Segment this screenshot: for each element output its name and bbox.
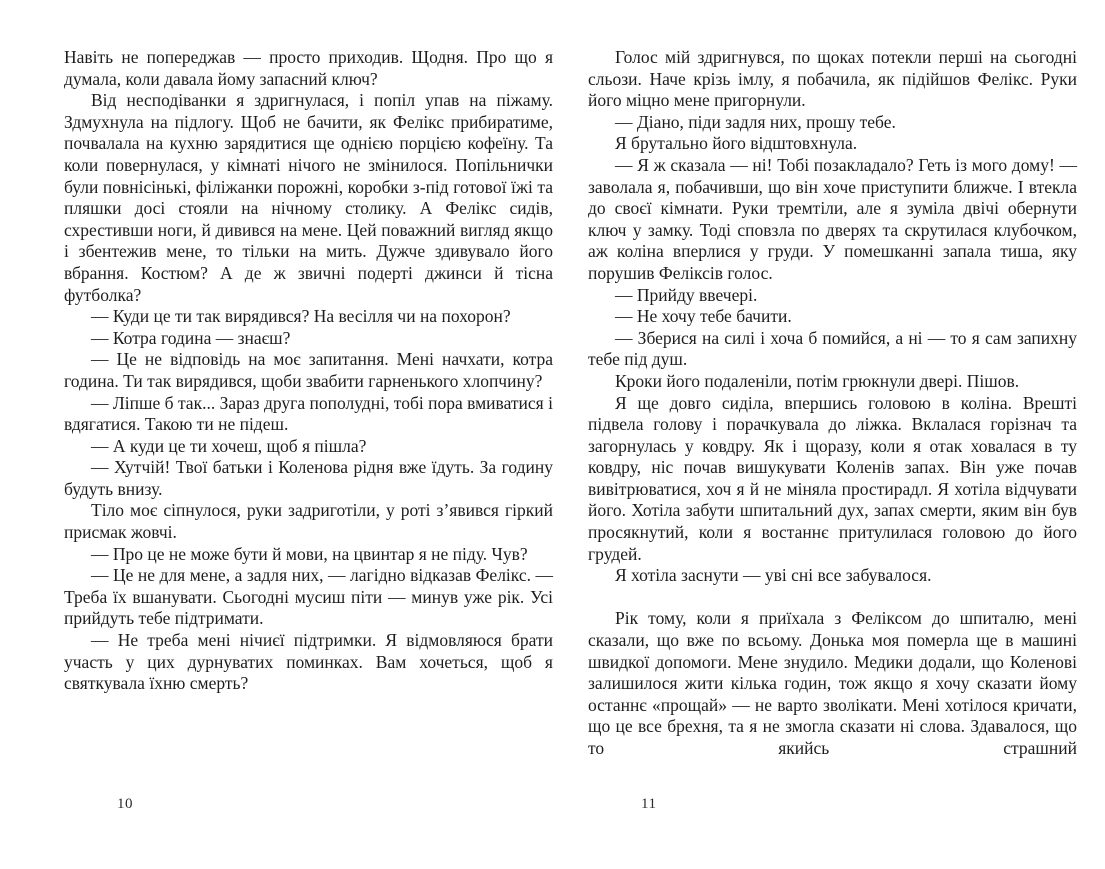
paragraph: Тіло моє сіпнулося, руки задриготіли, у роті з’явився гіркий присмак жовчі. [64, 500, 553, 543]
page-left [64, 0, 553, 869]
paragraph: — Не хочу тебе бачити. [615, 306, 792, 327]
paragraph: — А куди це ти хочеш, щоб я пішла? [91, 435, 367, 456]
paragraph: Я ще довго сиділа, впершись головою в коліна. Врешті підвела голову і порачкувала до ліжка. Вклалася горізнач та загорнулась у ковдру. Як і щоразу, коли я отак ховалася в ту ковдру, ніс почав вишукувати Коленів запах. Він уже почав вивітрюватися, хоч я й не міняла простирадл. Я хотіла відчувати його. Хотіла забути шпитальний дух, запах смерти, яким він був просякнутий, коли я востаннє притулилася головою до його грудей. [588, 392, 1077, 564]
paragraph: — Про це не може бути й мови, на цвинтар я не піду. Чув? [91, 543, 528, 564]
paragraph: — Котра година — знаєш? [91, 327, 291, 348]
paragraph: — Діано, піди задля них, прошу тебе. [615, 111, 896, 132]
page-right [588, 0, 1077, 869]
paragraph: — Куди це ти так вирядився? На весілля чи на похорон? [91, 306, 511, 327]
paragraph: — Прийду ввечері. [615, 284, 758, 305]
paragraph: — Зберися на силі і хоча б помийся, а ні — то я сам запихну тебе під душ. [588, 327, 1077, 370]
paragraph: — Хутчій! Твої батьки і Коленова рідня вже їдуть. За годину будуть внизу. [64, 457, 553, 499]
paragraph: — Це не для мене, а задля них, — лагідно відказав Фелікс. — Треба їх вшанувати. Сьогодні мусиш піти — минув уже рік. Усі прийдуть тебе підтримати. [64, 565, 553, 629]
paragraph: — Це не відповідь на моє запитання. Мені начхати, котра година. Ти так вирядився, щоби звабити гарненького хлопчину? [64, 349, 553, 391]
paragraph: — Я ж сказала — ні! Тобі позакладало? Геть із мого дому! — заволала я, побачивши, що він хоче приступити ближче. І втекла до своєї кімнати. Руки тремтіли, але я зуміла двічі обернути ключ у замку. Тоді сповзла по дверях та скрутилася клубочком, аж коліна вперлися у груди. У помешканні запала тиша, яку порушив Феліксів голос. [588, 154, 1077, 283]
paragraph: — Ліпше б так... Зараз друга пополудні, тобі пора вмиватися і вдягатися. Такою ти не підеш. [64, 392, 553, 435]
page-text [588, 47, 1077, 760]
paragraph: Я хотіла заснути — уві сні все забувалося. [615, 565, 932, 586]
paragraph: Голос мій здригнувся, по щоках потекли перші на сьогодні сльози. Наче крізь імлу, я побачила, як підійшов Фелікс. Руки його міцно мене пригорнули. [588, 47, 1077, 111]
paragraph: — Не треба мені нічиєї підтримки. Я відмовляюся брати участь у цих дурнуватих поминках. Вам хочеться, щоб я святкувала їхню смерть? [64, 630, 553, 694]
paragraph: Навіть не попереджав — просто приходив. Щодня. Про що я думала, коли давала йому запасний ключ? [64, 47, 553, 89]
paragraph: Кроки його подаленіли, потім грюкнули двері. Пішов. [615, 370, 1020, 391]
page-number: 11 [641, 796, 657, 812]
page-text [64, 47, 553, 695]
paragraph: Від несподіванки я здригнулася, і попіл упав на піжаму. Здмухнула на підлогу. Щоб не бачити, як Фелікс прибиратиме, почвалала на кухню зарядитися ще однією порцією кофеїну. Та коли повернулася, у кімнаті нічого не змінилося. Попільнички були повнісінькі, філіжанки порожні, коробки з-під готової їжі та пляшки досі стояли на нічному столику. А Фелікс сидів, схрестивши ноги, й дивився на мене. Цей поважний вигляд якщо і збентежив мене, то тільки на мить. Дужче здивувало його вбрання. Костюм? А де ж звичні подерті джинси й тісна футболка? [64, 90, 553, 305]
paragraph: Рік тому, коли я приїхала з Феліксом до шпиталю, мені сказали, що вже по всьому. Донька моя померла ще в машині швидкої допомоги. Мене знудило. Медики додали, що Коленові залишилося жити кілька годин, тож якщо я хочу сказати йому останнє «прощай» — не варто зволікати. Мені хотілося кричати, що це все брехня, та я не змогла сказати ні слова. Здавалося, що то якийсь страшний [588, 608, 1077, 758]
paragraph: Я брутально його відштовхнула. [615, 133, 858, 154]
page-number: 10 [117, 796, 133, 812]
